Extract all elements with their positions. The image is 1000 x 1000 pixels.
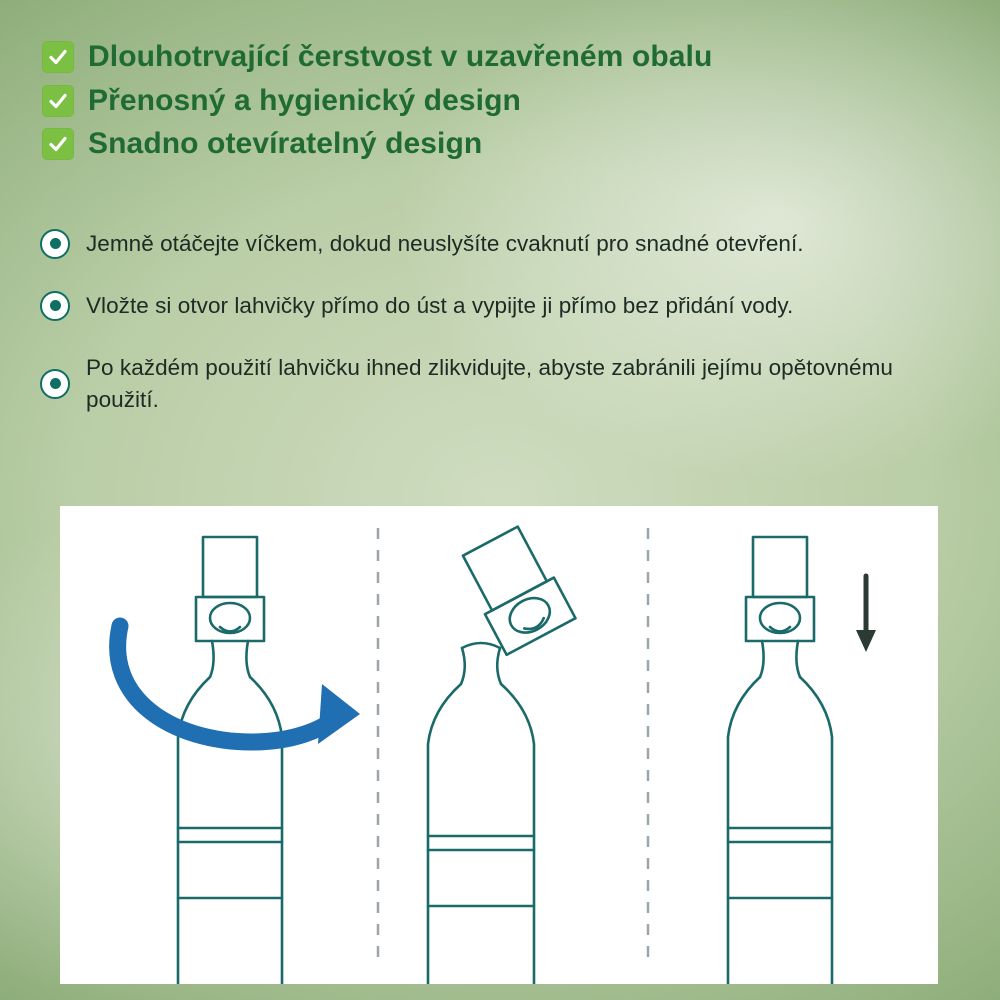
benefit-label: Snadno otevíratelný design (88, 127, 483, 160)
benefit-item (42, 84, 962, 119)
benefit-item (42, 127, 962, 162)
benefits-list (42, 40, 962, 171)
instruction-item (40, 352, 980, 416)
check-icon (42, 128, 74, 160)
benefit-item (42, 40, 962, 75)
instructions-list (40, 228, 980, 416)
bullet-icon (40, 369, 70, 399)
benefit-label: Přenosný a hygienický design (88, 83, 521, 117)
instruction-label: Po každém použití lahvičku ihned zlikvidujte, abyste zabránili jejímu opětovnému použití. (86, 354, 893, 412)
benefit-label: Dlouhotrvající čerstvost v uzavřeném obalu (88, 40, 713, 73)
instruction-item (40, 290, 980, 322)
bottle-opening-steps-diagram (60, 506, 938, 984)
instruction-label: Jemně otáčejte víčkem, dokud neuslyšíte cvaknutí pro snadné otevření. (86, 231, 804, 256)
bullet-icon (40, 229, 70, 259)
check-icon (42, 85, 74, 117)
check-icon (42, 41, 74, 73)
instruction-item (40, 228, 980, 260)
instruction-label: Vložte si otvor lahvičky přímo do úst a vypijte ji přímo bez přidání vody. (86, 292, 794, 318)
bullet-icon (40, 291, 70, 321)
